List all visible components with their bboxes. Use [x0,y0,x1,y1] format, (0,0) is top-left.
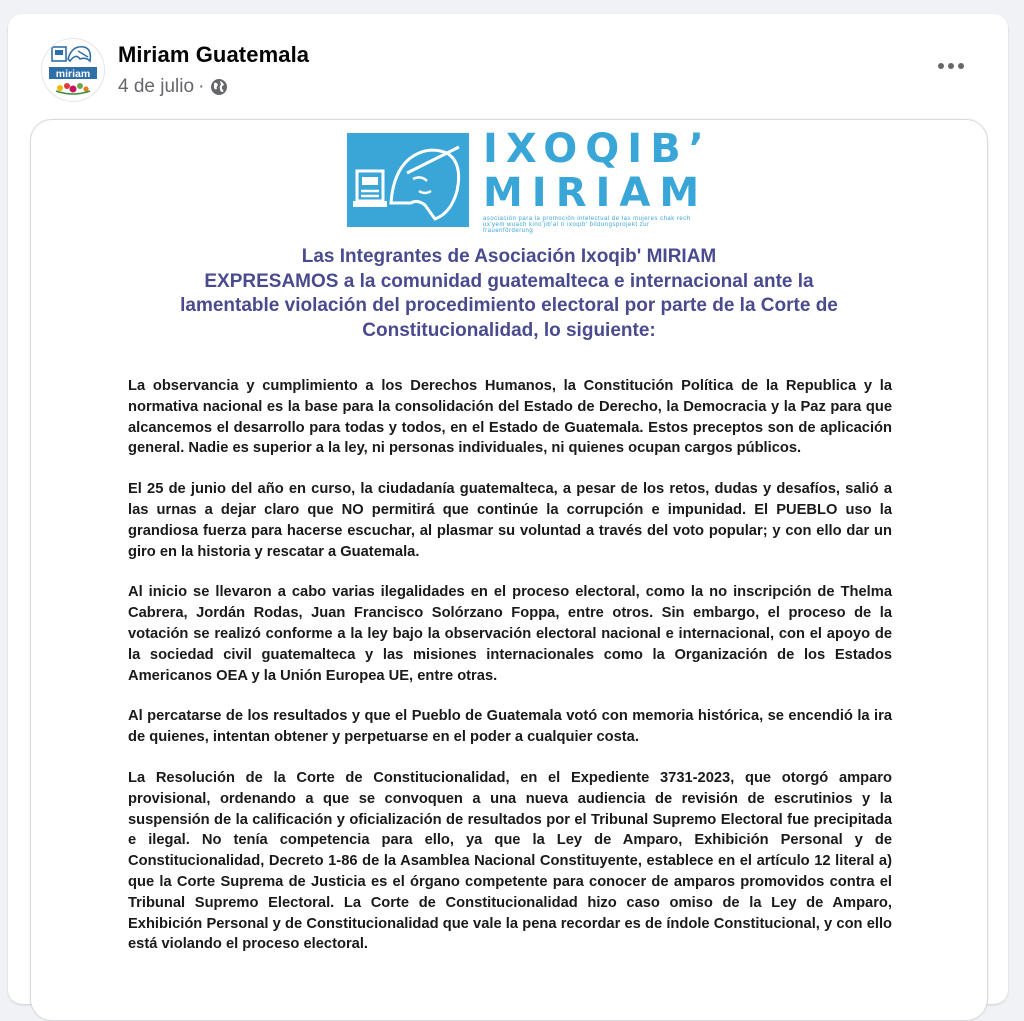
heading-line: Las Integrantes de Asociación Ixoqib' MIRIAM [301,246,717,267]
globe-icon[interactable] [209,77,229,97]
statement-paragraph: La Resolución de la Corte de Constitucionalidad, en el Expediente 3731-2023, que otorgó amparo provisional, ordenando a que se convoquen a una nueva audiencia de revisión de escrutinios y la suspensión de la calificación y oficialización de resultados por el Tribunal Supremo Electoral fue precipitada e ilegal. No tenía competencia para ello, ya que la Ley de Amparo, Exhibición Personal y de Constitucionalidad, Decreto 1-86 de la Asamblea Nacional Constituyente, establece en el artículo 12 literal a) que la Corte Suprema de Justicia es el órgano competente para conocer de amparos promovidos contra el Tribunal Supremo Electoral. La Corte de Constitucionalidad hizo caso omiso de la Ley de Amparo, Exhibición Personal y de Constitucionalidad que vale la pena recordar es de índole Constitucional, y con ello está violando el proceso electoral. [128,769,892,953]
heading-line: lamentable violación del procedimiento electoral por parte de la Corte de [180,295,838,316]
logo-title-ixoqib: IXOQIB’ [483,126,712,172]
more-dot-icon [948,63,954,69]
heading-line: EXPRESAMOS a la comunidad guatemalteca e internacional ante la [204,270,814,292]
miriam-avatar-logo-icon [42,39,104,101]
post-date[interactable]: 4 de julio [118,76,195,97]
more-dot-icon [958,63,964,69]
statement-paragraph: Al percatarse de los resultados y que el Pueblo de Guatemala votó con memoria histórica, se encendió la ira de quienes, intentan obtener y perpetuarse en el poder a cualquier costa. [128,708,892,746]
heading-line: Constitucionalidad, lo siguiente: [362,319,656,341]
ixoqib-logo-emblem [347,133,469,227]
logo-title-miriam: MIRIAM [483,170,709,216]
logo-subtitle: asociación para la promoción intelectual de las mujeres chak rech ux'yem wuach kino'jib'al ri ixoqib' bildungsprojekt zur frauenförderung [483,216,691,234]
woman-profile-icon [347,133,469,227]
statement-heading [91,245,927,343]
statement-paragraph: El 25 de junio del año en curso, la ciudadanía guatemalteca, a pesar de los retos, dudas y desafíos, salió a las urnas a dejar claro que NO permitirá que continúe la corrupción e impunidad. El PUEBLO uso la grandiosa fuerza para hacerse escuchar, al plasmar su voluntad a través del voto popular; y con ello dar un giro en la historia y rescatar a Guatemala. [128,481,892,560]
facebook-post [8,14,1008,1004]
more-options-button[interactable] [933,52,969,80]
svg-text:miriam: miriam [55,68,91,80]
more-dot-icon [938,63,944,69]
statement-body [128,376,892,975]
meta-separator: · [198,76,205,97]
statement-paragraph: Al inicio se llevaron a cabo varias ilegalidades en el proceso electoral, como la no inscripción de Thelma Cabrera, Jordán Rodas, Juan Francisco Solórzano Foppa, entre otros. Sin embargo, el proceso de la votación se realizó conforme a la ley bajo la observación electoral nacional e internacional, con el apoyo de la sociedad civil guatemalteca y las misiones internacionales como la Organización de los Estados Americanos OEA y la Unión Europea UE, entre otras. [128,584,892,684]
statement-paragraph: La observancia y cumplimiento a los Derechos Humanos, la Constitución Política de la Republica y la normativa nacional es la base para la consolidación del Estado de Derecho, la Democracia y la Paz para que alcancemos el desarrollo para todas y todos, en el Estado de Guatemala. Estos preceptos son de aplicación general. Nadie es superior a la ley, ni personas individuales, ni quienes ocupan cargos públicos. [128,378,892,457]
page-name-link[interactable]: Miriam Guatemala [118,42,310,67]
avatar[interactable] [41,38,105,102]
post-image[interactable] [30,119,988,1021]
post-meta [118,76,229,98]
